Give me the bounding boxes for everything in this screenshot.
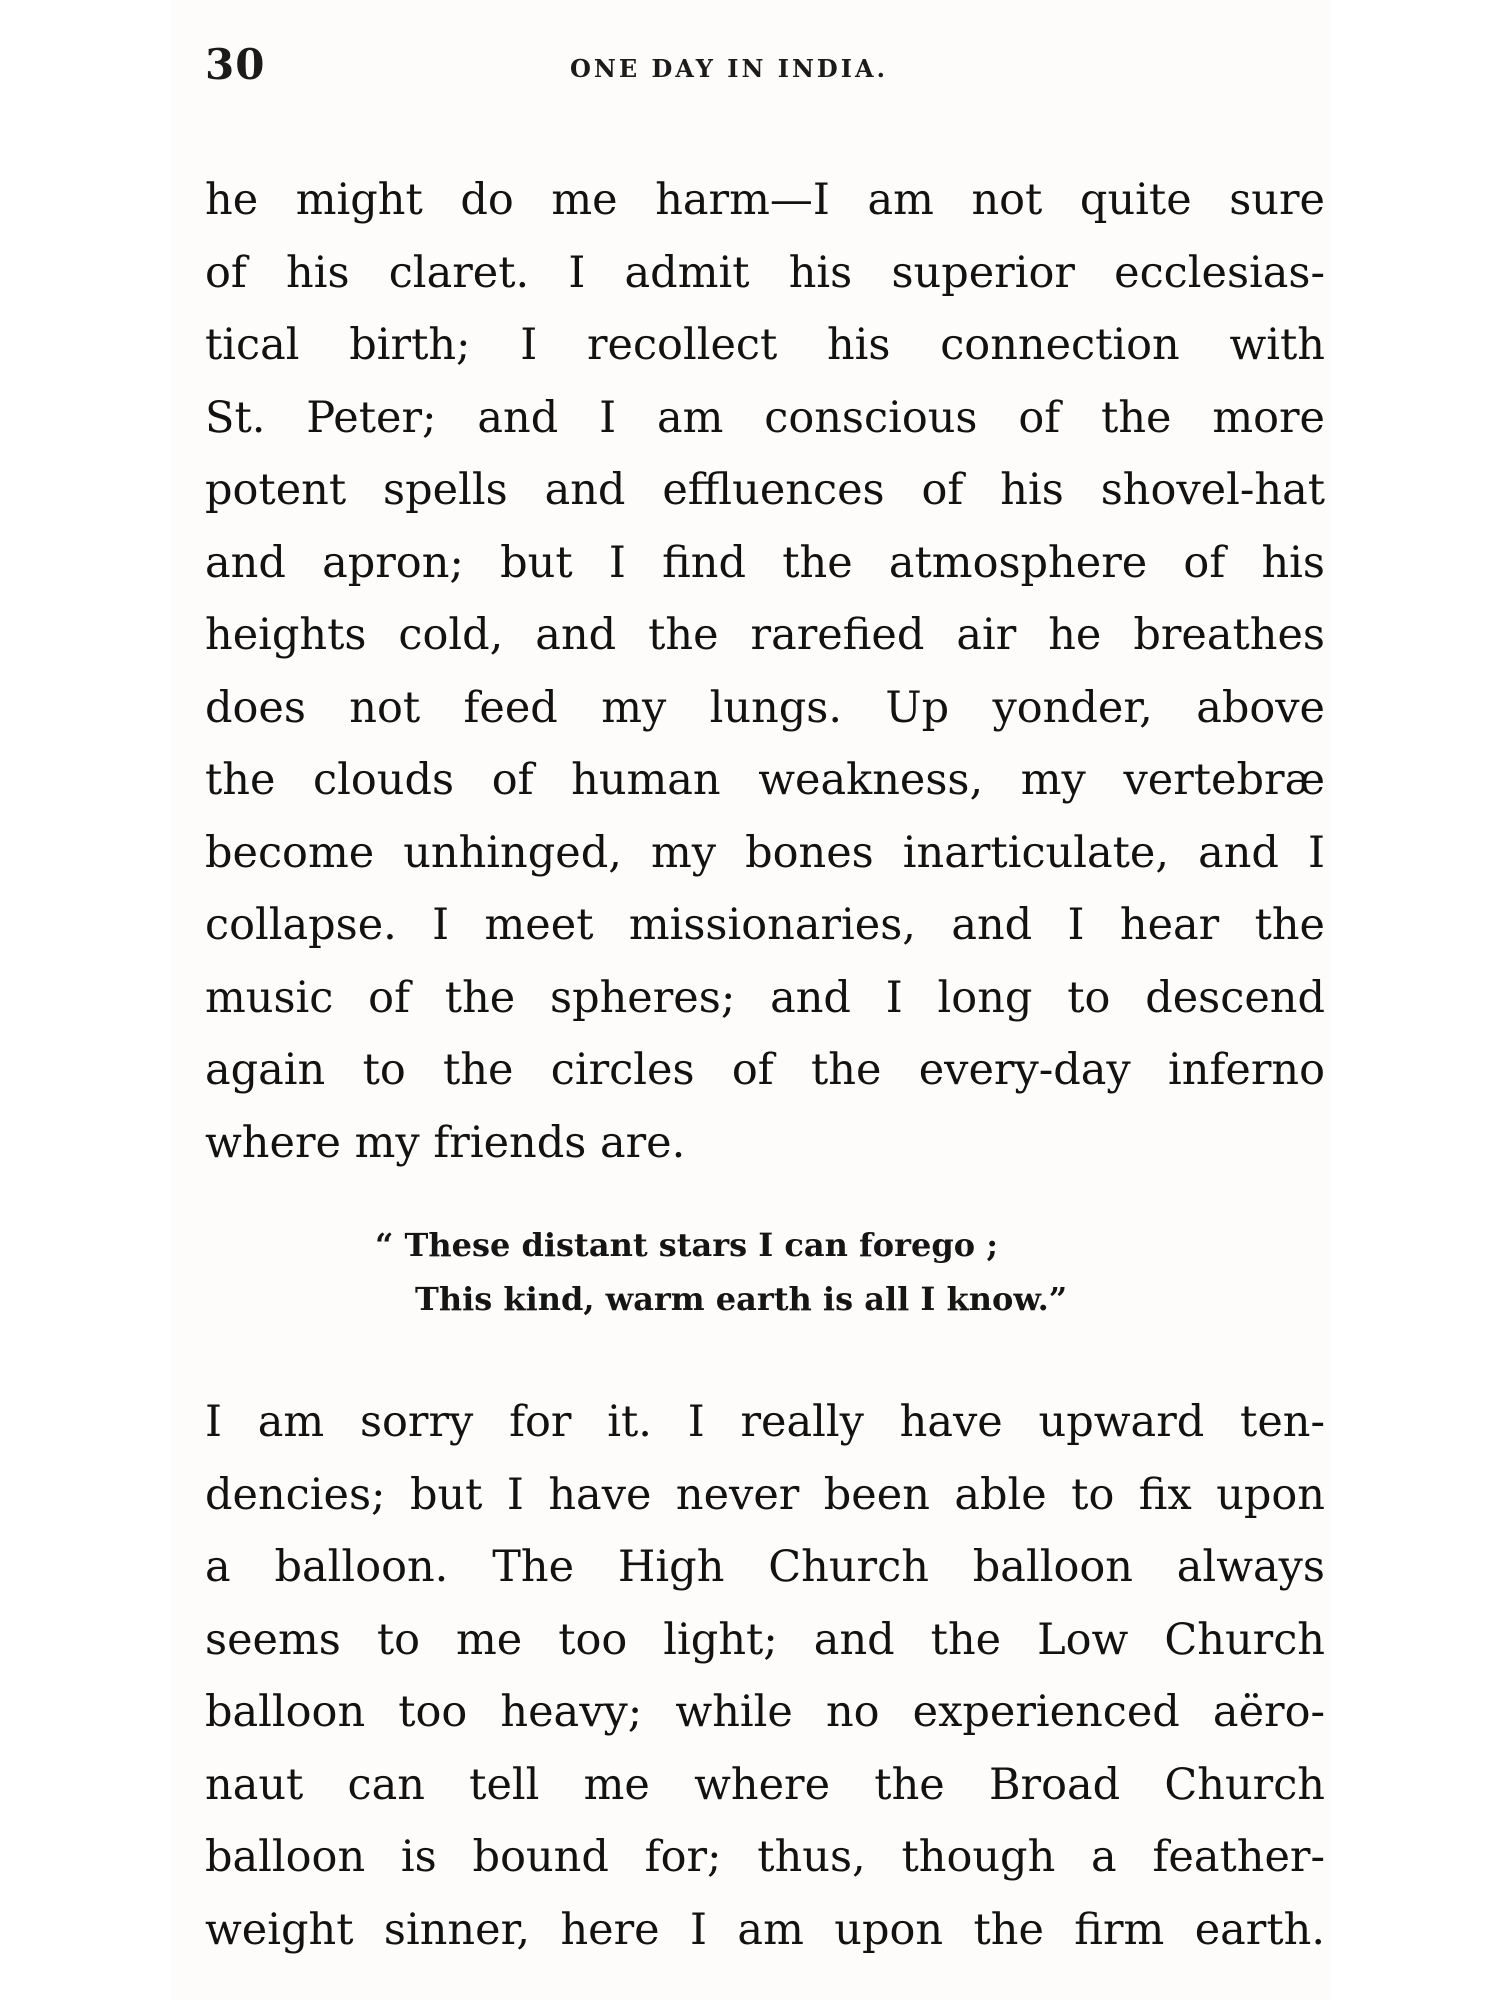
text-line: become unhinged, my bones inarticulate, and I xyxy=(205,827,1325,878)
text-line: heights cold, and the rarefied air he breathes xyxy=(205,610,1325,660)
text-line: the clouds of human weakness, my vertebræ xyxy=(205,755,1325,805)
verse-quote xyxy=(375,1218,1195,1326)
text-line: where my friends are. xyxy=(205,1117,686,1168)
text-line: again to the circles of the every-day inferno xyxy=(205,1045,1325,1095)
text-line: balloon too heavy; while no experienced aëro- xyxy=(205,1687,1325,1737)
text-line: a balloon. The High Church balloon always xyxy=(205,1542,1325,1592)
running-title: ONE DAY IN INDIA. xyxy=(570,54,888,83)
text-line: music of the spheres; and I long to descend xyxy=(205,972,1325,1023)
running-head xyxy=(205,40,1325,100)
text-line: he might do me harm—I am not quite sure xyxy=(205,175,1325,225)
text-line: balloon is bound for; thus, though a feather- xyxy=(205,1832,1325,1882)
paragraph-2 xyxy=(205,1386,1325,1966)
text-line: St. Peter; and I am conscious of the more xyxy=(205,392,1325,443)
text-line: naut can tell me where the Broad Church xyxy=(205,1759,1325,1810)
text-line: of his claret. I admit his superior ecclesias- xyxy=(205,247,1325,298)
text-line: dencies; but I have never been able to fix upon xyxy=(205,1469,1325,1520)
text-line: potent spells and effluences of his shovel-hat xyxy=(205,465,1325,515)
text-line: collapse. I meet missionaries, and I hear the xyxy=(205,900,1325,950)
text-line: I am sorry for it. I really have upward ten- xyxy=(205,1397,1325,1447)
verse-line: “ These distant stars I can forego ; xyxy=(375,1226,999,1264)
text-line: seems to me too light; and the Low Church xyxy=(205,1614,1325,1665)
text-line: and apron; but I find the atmosphere of his xyxy=(205,537,1325,588)
text-line: does not feed my lungs. Up yonder, above xyxy=(205,682,1325,733)
verse-line: This kind, warm earth is all I know.” xyxy=(415,1280,1068,1318)
page-number: 30 xyxy=(205,40,266,89)
text-line: tical birth; I recollect his connection with xyxy=(205,320,1325,370)
paragraph-1 xyxy=(205,164,1325,1179)
text-line: weight sinner, here I am upon the firm earth. xyxy=(205,1904,1325,1955)
